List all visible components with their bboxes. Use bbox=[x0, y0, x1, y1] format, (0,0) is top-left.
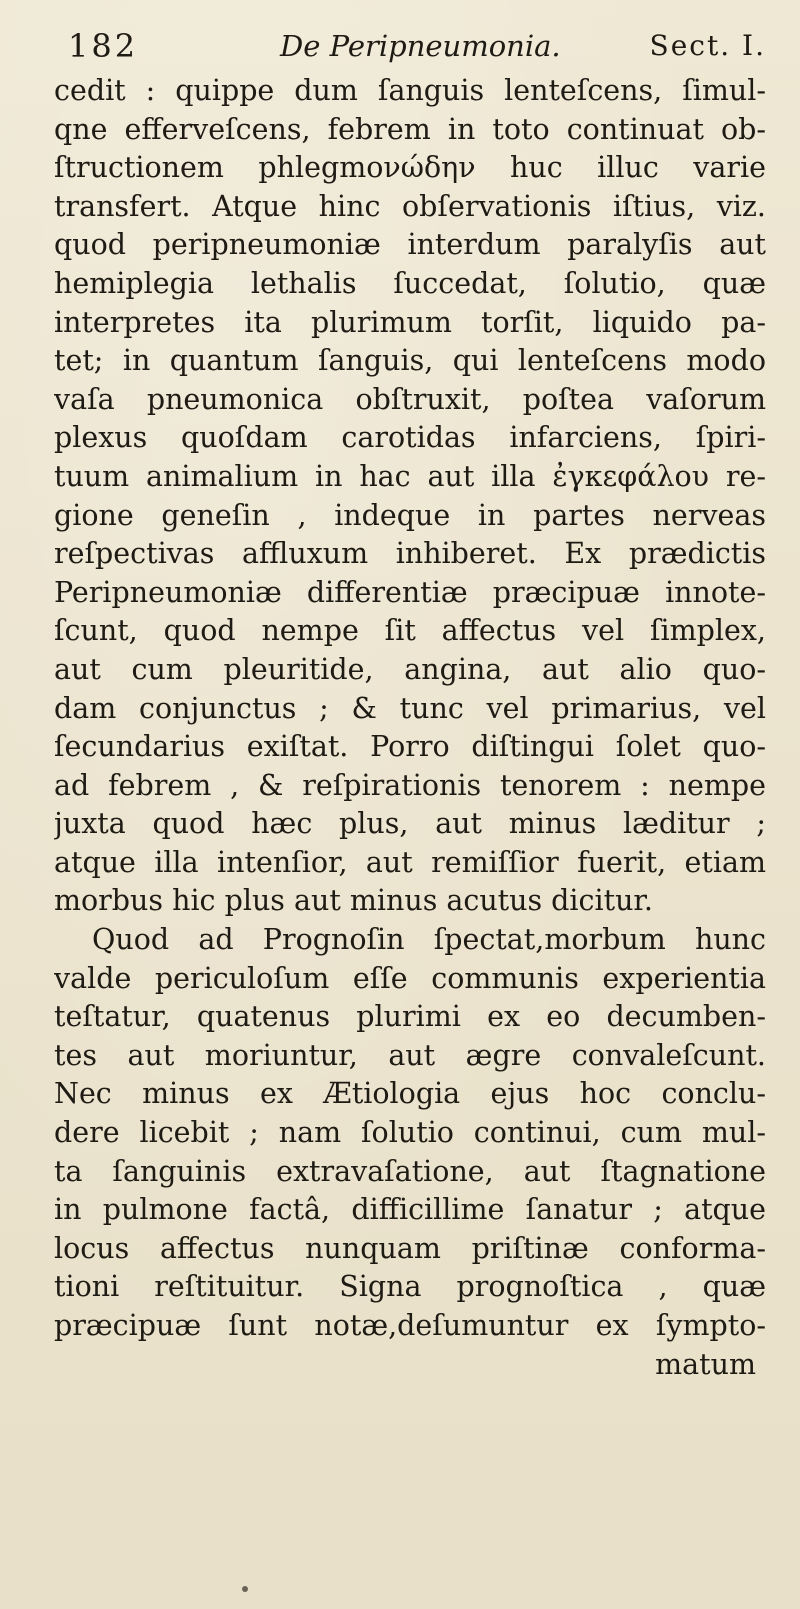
text-line: tes aut moriuntur, aut ægre convaleſcunt. bbox=[54, 1038, 766, 1072]
text-line: qne efferveſcens, febrem in toto continuat ob- bbox=[54, 112, 766, 146]
text-line: dam conjunctus ; & tunc vel primarius, vel bbox=[54, 691, 766, 725]
text-line: locus affectus nunquam priſtinæ conforma- bbox=[54, 1231, 766, 1265]
paragraph-start-line: Quod ad Prognoſin ſpectat,morbum hunc bbox=[92, 923, 766, 957]
page-number: 182 bbox=[68, 27, 139, 65]
body-text bbox=[54, 72, 766, 1346]
running-title: De Peripneumonia. bbox=[280, 29, 561, 63]
text-line: atque illa intenſior, aut remiſſior fuerit, etiam bbox=[54, 845, 766, 879]
ink-speck bbox=[242, 1586, 248, 1592]
text-line: cedit : quippe dum ſanguis lenteſcens, ſimul- bbox=[54, 74, 766, 107]
text-line: tet; in quantum ſanguis, qui lenteſcens modo bbox=[54, 344, 766, 378]
text-line: quod peripneumoniæ interdum paralyſis aut bbox=[54, 228, 766, 262]
text-line: ſtructionem phlegmoνώδην huc illuc varie bbox=[54, 151, 766, 185]
text-line: Nec minus ex Ætiologia ejus hoc conclu- bbox=[54, 1077, 766, 1111]
text-line: vaſa pneumonica obſtruxit, poſtea vaſorum bbox=[54, 382, 766, 416]
text-line: tuum animalium in hac aut illa ἐγκεφάλου re- bbox=[54, 459, 766, 493]
text-line: in pulmone factâ, difficillime ſanatur ; atque bbox=[54, 1193, 766, 1227]
text-line: reſpectivas affluxum inhiberet. Ex prædictis bbox=[54, 537, 766, 571]
text-line: ad febrem , & reſpirationis tenorem : nempe bbox=[54, 768, 766, 802]
text-line: ta ſanguinis extravaſatione, aut ſtagnatione bbox=[54, 1154, 766, 1188]
running-head bbox=[54, 22, 766, 70]
text-line: plexus quoſdam carotidas infarciens, ſpiri- bbox=[54, 421, 766, 455]
catchword: matum bbox=[655, 1347, 756, 1381]
text-line: ſecundarius exiſtat. Porro diſtingui ſolet quo- bbox=[54, 730, 766, 764]
text-line: aut cum pleuritide, angina, aut alio quo- bbox=[54, 652, 766, 686]
text-line: juxta quod hæc plus, aut minus læditur ; bbox=[54, 807, 766, 841]
text-line: interpretes ita plurimum torſit, liquido pa- bbox=[54, 305, 766, 339]
text-line: teſtatur, quatenus plurimi ex eo decumben- bbox=[54, 1000, 766, 1034]
text-line: gione geneſin , indeque in partes nerveas bbox=[54, 498, 766, 532]
text-line: valde periculoſum eſſe communis experientia bbox=[54, 961, 766, 995]
text-line: Peripneumoniæ differentiæ præcipuæ innote- bbox=[54, 575, 766, 609]
text-line: tioni reſtituitur. Signa prognoſtica , quæ bbox=[54, 1270, 766, 1304]
paragraph-end-line: morbus hic plus aut minus acutus dicitur. bbox=[54, 884, 653, 918]
text-line: ſcunt, quod nempe ſit affectus vel ſimplex, bbox=[54, 614, 766, 648]
text-line: hemiplegia lethalis ſuccedat, ſolutio, quæ bbox=[54, 266, 766, 300]
text-line: dere licebit ; nam ſolutio continui, cum mul- bbox=[54, 1116, 766, 1150]
text-line: transfert. Atque hinc obſervationis iſtius, viz. bbox=[54, 189, 766, 223]
text-line: præcipuæ ſunt notæ,deſumuntur ex ſympto- bbox=[54, 1309, 766, 1342]
section-marker: Sect. I. bbox=[649, 29, 766, 62]
